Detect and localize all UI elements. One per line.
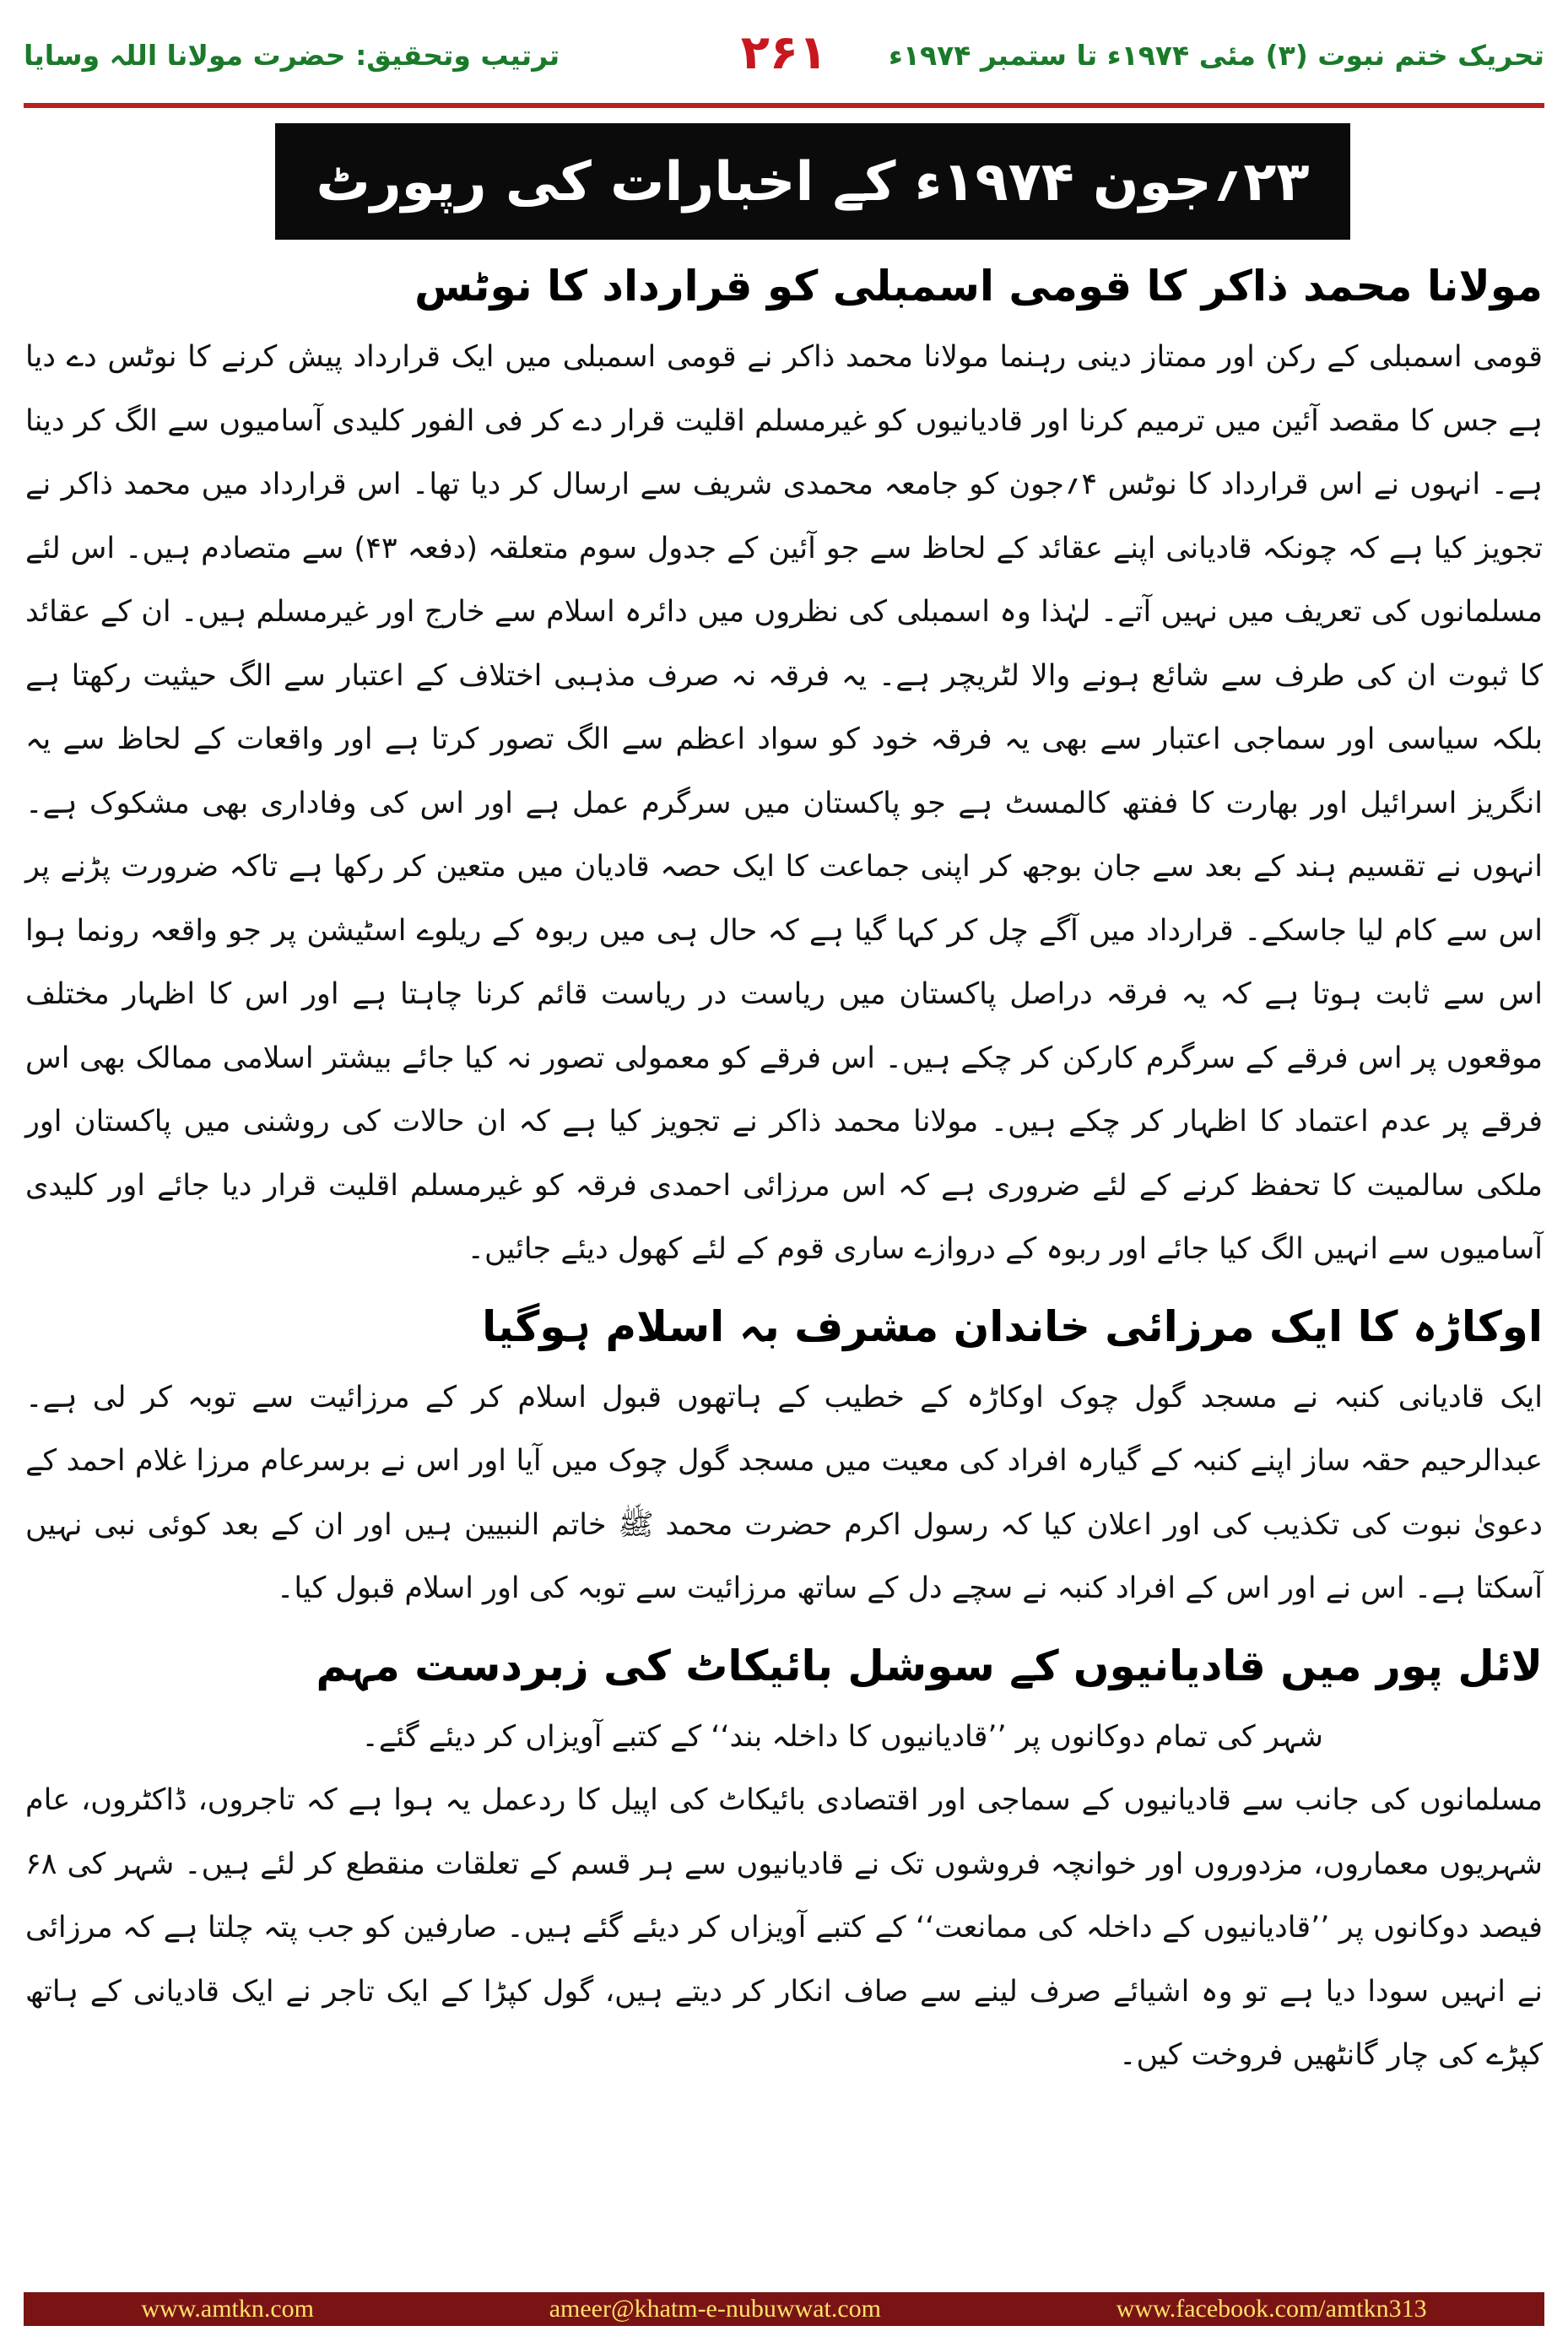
- page-title: ۲۳؍جون ۱۹۷۴ء کے اخبارات کی رپورٹ: [316, 150, 1310, 214]
- page-header: [24, 25, 1544, 110]
- page-title-banner: [278, 127, 1347, 236]
- header-book-title: تحریک ختم نبوت (۳) مئی ۱۹۷۴ء تا ستمبر ۱۹۷۴ء: [889, 39, 1544, 72]
- section-heading-1: مولانا محمد ذاکر کا قومی اسمبلی کو قرارداد کا نوٹس: [414, 262, 1543, 311]
- article-body: [25, 253, 1543, 2088]
- page-footer: [24, 2292, 1544, 2326]
- page-number: ۲۶۱: [740, 25, 828, 80]
- section-1-paragraph: قومی اسمبلی کے رکن اور ممتاز دینی رہنما مولانا محمد ذاکر نے قومی اسمبلی میں ایک قرارداد پیش کرنے کا نوٹس دے دیا ہے جس کا مقصد آئین میں ترمیم کرنا اور قادیانیوں کو غیرمسلم اقلیت قرار دے کر فی الفور کلیدی آسامیوں سے الگ کر دینا ہے۔ انہوں نے اس قرارداد کا نوٹس ۴؍جون کو جامعہ محمدی شریف سے ارسال کر دیا تھا۔ اس قرارداد میں محمد ذاکر نے تجویز کیا ہے کہ چونکہ قادیانی اپنے عقائد کے لحاظ سے جو آئین کے جدول سوم متعلقہ (دفعہ ۴۳) سے متصادم ہیں۔ اس لئے مسلمانوں کی تعریف میں نہیں آتے۔ لہٰذا وہ اسمبلی کی نظروں میں دائرہ اسلام سے خارج اور غیرمسلم ہیں۔ ان کے عقائد کا ثبوت ان کی طرف سے شائع ہونے والا لٹریچر ہے۔ یہ فرقہ نہ صرف مذہبی اختلاف کے اعتبار سے الگ حیثیت رکھتا ہے بلکہ سیاسی اور سماجی اعتبار سے بھی یہ فرقہ خود کو سواد اعظم سے الگ تصور کرتا ہے اور واقعات کے لحاظ سے یہ انگریز اسرائیل اور بھارت کا ففتھ کالمسٹ ہے جو پاکستان میں سرگرم عمل ہے اور اس کی وفاداری بھی مشکوک ہے۔ انہوں نے تقسیم ہند کے بعد سے جان بوجھ کر اپنی جماعت کا ایک حصہ قادیان میں متعین کر رکھا ہے تاکہ ضرورت پڑنے پر اس سے کام لیا جاسکے۔ قرارداد میں آگے چل کر کہا گیا ہے کہ حال ہی میں ربوہ کے ریلوے اسٹیشن پر جو واقعہ رونما ہوا اس سے ثابت ہوتا ہے کہ یہ فرقہ دراصل پاکستان میں ریاست در ریاست قائم کرنا چاہتا ہے اور اس کا اظہار مختلف موقعوں پر اس فرقے کے سرگرم کارکن کر چکے ہیں۔ اس فرقے کو معمولی تصور نہ کیا جائے بیشتر اسلامی ممالک بھی اس فرقے پر عدم اعتماد کا اظہار کر چکے ہیں۔ مولانا محمد ذاکر نے تجویز کیا ہے کہ ان حالات کی روشنی میں پاکستان اور ملکی سالمیت کا تحفظ کرنے کے لئے ضروری ہے کہ اس مرزائی احمدی فرقہ کو غیرمسلم اقلیت قرار دیا جائے اور کلیدی آسامیوں سے انہیں الگ کیا جائے اور ربوہ کے دروازے ساری قوم کے لئے کھول دیئے جائیں۔: [25, 340, 1544, 1266]
- footer-website-link[interactable]: www.amtkn.com: [141, 2295, 315, 2323]
- section-3-paragraph: مسلمانوں کی جانب سے قادیانیوں کے سماجی اور اقتصادی بائیکاٹ کی اپیل کا ردعمل یہ ہوا ہے کہ تاجروں، ڈاکٹروں، عام شہریوں معماروں، مزدوروں اور خوانچہ فروشوں تک نے قادیانیوں سے ہر قسم کے تعلقات منقطع کر لئے ہیں۔ شہر کی ۶۸ فیصد دوکانوں پر ’’قادیانیوں کے داخلہ کی ممانعت‘‘ کے کتبے آویزاں کر دیئے گئے ہیں۔ صارفین کو جب پتہ چلتا ہے کہ مرزائی نے انہیں سودا دیا ہے تو وہ اشیائے صرف لینے سے صاف انکار کر دیتے ہیں، گول کپڑا کے ایک تاجر نے ایک قادیانی کے ہاتھ کپڑے کی چار گانٹھیں فروخت کیں۔: [25, 1783, 1543, 2072]
- section-3-subtitle: شہر کی تمام دوکانوں پر ’’قادیانیوں کا داخلہ بند‘‘ کے کتبے آویزاں کر دیئے گئے۔: [361, 1719, 1323, 1754]
- footer-facebook-link[interactable]: www.facebook.com/amtkn313: [1116, 2295, 1427, 2323]
- footer-email-link[interactable]: ameer@khatm-e-nubuwwat.com: [549, 2295, 881, 2323]
- header-divider: [24, 103, 1544, 108]
- section-heading-2: اوکاڑہ کا ایک مرزائی خاندان مشرف بہ اسلام ہوگیا: [482, 1301, 1543, 1351]
- section-2-paragraph: ایک قادیانی کنبہ نے مسجد گول چوک اوکاڑہ کے خطیب کے ہاتھوں قبول اسلام کر کے مرزائیت سے توبہ کر لی ہے۔ عبدالرحیم حقہ ساز اپنے کنبہ کے گیارہ افراد کی معیت میں مسجد گول چوک میں آیا اور اس نے برسرعام مرزا غلام احمد کے دعویٰ نبوت کی تکذیب کی اور اعلان کیا کہ رسول اکرم حضرت محمد ﷺ خاتم النبیین ہیں اور ان کے بعد کوئی نبی نہیں آسکتا ہے۔ اس نے اور اس کے افراد کنبہ نے سچے دل کے ساتھ مرزائیت سے توبہ کی اور اسلام قبول کیا۔: [25, 1380, 1543, 1605]
- section-heading-3: لائل پور میں قادیانیوں کے سوشل بائیکاٹ کی زبردست مہم: [316, 1641, 1543, 1690]
- header-compiler: ترتیب وتحقیق: حضرت مولانا اللہ وسایا: [24, 39, 560, 72]
